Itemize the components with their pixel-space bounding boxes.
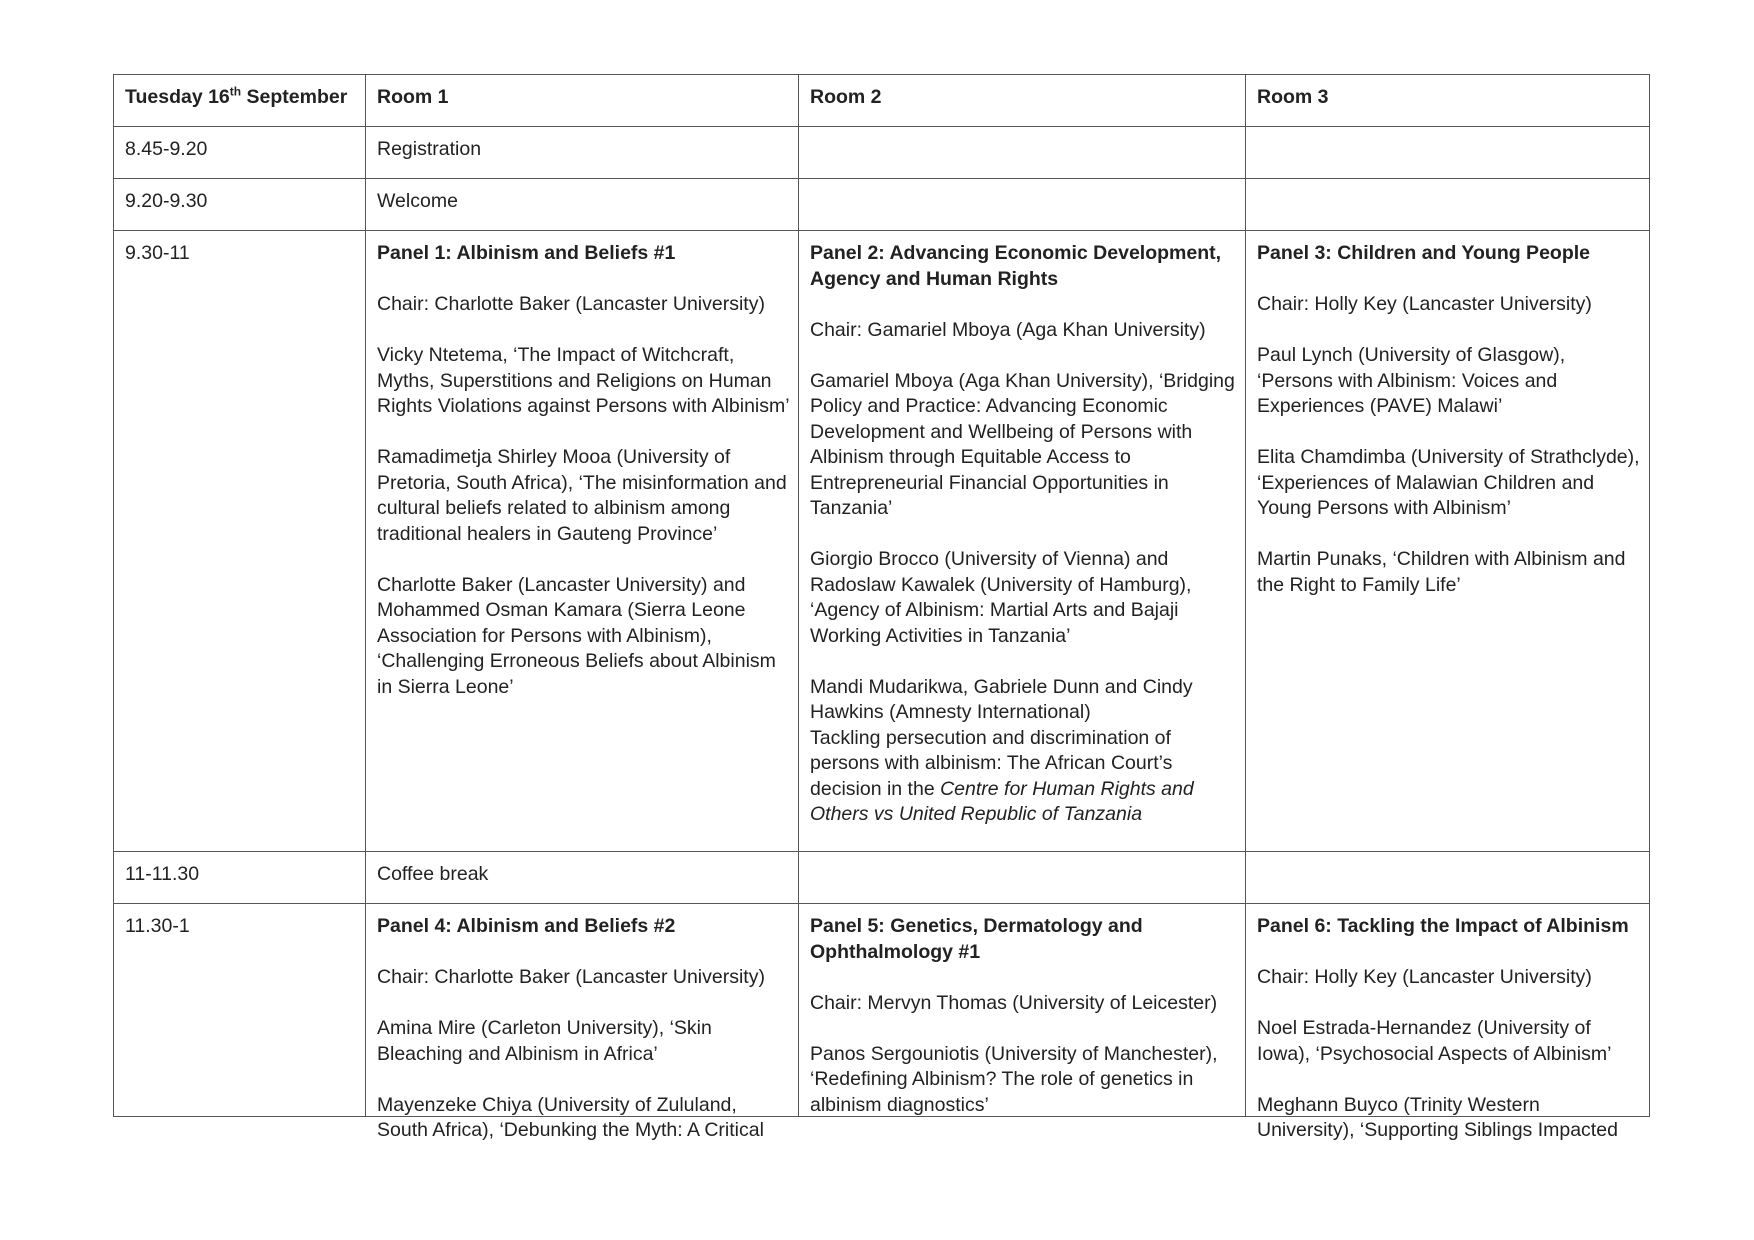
panel-6-cell (1246, 904, 1650, 1141)
time-cell: 9.30-11 (114, 231, 366, 852)
panel-chair: Chair: Holly Key (Lancaster University) (1257, 966, 1592, 988)
empty-cell (1246, 179, 1650, 231)
panel-3-cell (1246, 231, 1650, 852)
registration-cell: Registration (366, 127, 799, 179)
panel-title: Panel 2: Advancing Economic Development, Agency and Human Rights (810, 242, 1222, 290)
paper-entry: Ramadimetja Shirley Mooa (University of Pretoria, South Africa), ‘The misinformation and cultural beliefs related to albinism among traditional healers in Gauteng Province’ (377, 446, 787, 545)
paper-entry: Paul Lynch (University of Glasgow), ‘Persons with Albinism: Voices and Experiences (PAVE) Malawi’ (1257, 344, 1566, 417)
time-cell: 9.20-9.30 (114, 179, 366, 231)
table-row (114, 231, 1650, 852)
paper-title: Tackling persecution and discrimination of persons with albinism: The African Court’s decision in the Centre for Human Rights and Others vs United Republic of Tanzania (810, 726, 1194, 825)
panel-2-cell (799, 231, 1246, 852)
paper-authors: Mandi Mudarikwa, Gabriele Dunn and Cindy Hawkins (Amnesty International) (810, 675, 1193, 723)
room-2-header: Room 2 (799, 75, 1246, 127)
paper-entry: Vicky Ntetema, ‘The Impact of Witchcraft, Myths, Superstitions and Religions on Human Rights Violations against Persons with Albinism’ (377, 344, 790, 417)
time-cell: 11.30-1 (114, 904, 366, 1117)
panel-4-cell (366, 904, 799, 1141)
paper-entry: Mayenzeke Chiya (University of Zululand, South Africa), ‘Debunking the Myth: A Critical (377, 1093, 764, 1141)
panel-title: Panel 4: Albinism and Beliefs #2 (377, 915, 676, 937)
empty-cell (799, 127, 1246, 179)
panel-chair: Chair: Holly Key (Lancaster University) (1257, 293, 1592, 315)
welcome-cell: Welcome (366, 179, 799, 231)
time-cell: 8.45-9.20 (114, 127, 366, 179)
table-row (114, 127, 1650, 179)
empty-cell (799, 179, 1246, 231)
paper-entry: Gamariel Mboya (Aga Khan University), ‘Bridging Policy and Practice: Advancing Economic Development and Wellbeing of Persons with Albinism through Equitable Access to Entrepreneurial Financial Opportunities in Tanzania’ (810, 369, 1235, 519)
table-row (114, 852, 1650, 904)
table-row (114, 904, 1650, 1117)
paper-entry: Elita Chamdimba (University of Strathclyde), ‘Experiences of Malawian Children and Young Persons with Albinism’ (1257, 446, 1640, 519)
panel-5-cell (799, 904, 1246, 1117)
table-row (114, 179, 1650, 231)
paper-entry: Martin Punaks, ‘Children with Albinism and the Right to Family Life’ (1257, 548, 1626, 596)
paper-entry: Meghann Buyco (Trinity Western University), ‘Supporting Siblings Impacted (1257, 1093, 1618, 1141)
paper-entry: Charlotte Baker (Lancaster University) and Mohammed Osman Kamara (Sierra Leone Association for Persons with Albinism), ‘Challenging Erroneous Beliefs about Albinism in Sierra Leone’ (377, 573, 776, 698)
room-1-header: Room 1 (366, 75, 799, 127)
panel-1-cell (366, 231, 799, 852)
panel-title: Panel 5: Genetics, Dermatology and Ophthalmology #1 (810, 915, 1143, 963)
time-cell: 11-11.30 (114, 852, 366, 904)
panel-chair: Chair: Charlotte Baker (Lancaster University) (377, 293, 765, 315)
paper-entry: Panos Sergouniotis (University of Manchester), ‘Redefining Albinism? The role of genetics in albinism diagnostics’ (810, 1042, 1218, 1116)
panel-chair: Chair: Charlotte Baker (Lancaster University) (377, 966, 765, 988)
empty-cell (1246, 852, 1650, 904)
panel-chair: Chair: Gamariel Mboya (Aga Khan University) (810, 318, 1206, 341)
panel-title: Panel 6: Tackling the Impact of Albinism (1257, 915, 1629, 937)
panel-chair: Chair: Mervyn Thomas (University of Leicester) (810, 991, 1218, 1014)
paper-entry: Amina Mire (Carleton University), ‘Skin Bleaching and Albinism in Africa’ (377, 1017, 712, 1065)
panel-title: Panel 3: Children and Young People (1257, 242, 1590, 264)
empty-cell (1246, 127, 1650, 179)
room-3-header: Room 3 (1246, 75, 1650, 127)
header-row (114, 75, 1650, 127)
panel-title: Panel 1: Albinism and Beliefs #1 (377, 242, 676, 264)
paper-entry: Noel Estrada-Hernandez (University of Iowa), ‘Psychosocial Aspects of Albinism’ (1257, 1017, 1612, 1065)
empty-cell (799, 852, 1246, 904)
paper-entry: Giorgio Brocco (University of Vienna) and Radoslaw Kawalek (University of Hamburg), ‘Agency of Albinism: Martial Arts and Bajaji Working Activities in Tanzania’ (810, 548, 1192, 647)
coffee-cell: Coffee break (366, 852, 799, 904)
schedule-table (113, 74, 1650, 1141)
day-header: Tuesday 16th September (114, 75, 366, 127)
